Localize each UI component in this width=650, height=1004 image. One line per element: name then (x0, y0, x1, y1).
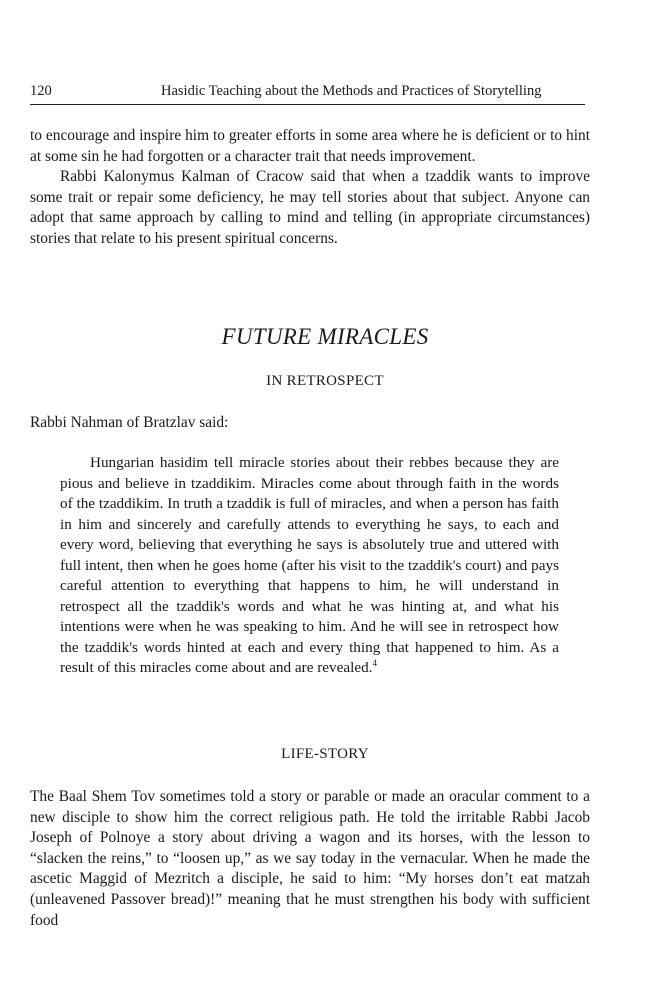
body-paragraph-block (30, 787, 590, 931)
paragraph: Rabbi Kalonymus Kalman of Cracow said that when a tzaddik wants to improve some trait or repair some deficiency, he may tell stories about that subject. Anyone can adopt that same approach by calling to mind and telling (in appropriate circumstances) stories that relate to his present spiritual concerns. (30, 168, 590, 247)
paragraph: The Baal Shem Tov sometimes told a story or parable or made an oracular comment to a new disciple to show him the correct religious path. He told the irritable Rabbi Jacob Joseph of Polnoye a story about driving a wagon and its horses, with the lesson to “slacken the reins,” to “loosen up,” as we say today in the vernacular. When he made the ascetic Maggid of Mezritch a disciple, he said to him: “My horses don’t eat matzah (unleavened Passover bread)!” meaning that he must strengthen his body with sufficient food (30, 788, 590, 929)
subheading: IN RETROSPECT (266, 373, 384, 389)
section-title: FUTURE MIRACLES (221, 324, 429, 349)
paragraph: to encourage and inspire him to greater efforts in some area where he is deficient or to hint at some sin he had forgotten or a character trait that needs improvement. (30, 127, 590, 165)
subheading: LIFE-STORY (281, 746, 369, 762)
footnote-marker[interactable]: 4 (372, 657, 377, 668)
continuation-text (30, 126, 590, 250)
page-number: 120 (30, 83, 52, 99)
quote-intro (30, 413, 590, 434)
running-title: Hasidic Teaching about the Methods and Practices of Storytelling (161, 83, 542, 99)
paragraph: Rabbi Nahman of Bratzlav said: (30, 414, 229, 431)
block-quote (60, 453, 559, 679)
quote-paragraph (60, 453, 559, 679)
running-header (30, 82, 585, 105)
quote-text: Hungarian hasidim tell miracle stories about their rebbes because they are pious and believe in tzaddikim. Miracles come about through faith in the words of the tzaddikim. In truth a tzaddik is full of miracles, and when a person has faith in him and sincerely and carefully attends to everything he says, to each and every word, believing that everything he says is absolutely true and uttered with full intent, then when he goes home (after his visit to the tzaddik's court) and pays careful attention to everything that happens to him, he will understand in retrospect all the tzaddik's words and what he was hinting at, and what his intentions were when he was speaking to him. And he will see in retrospect how the tzaddik's words hinted at each and every thing that happened to him. As a result of this miracles come about and are revealed. (60, 454, 559, 676)
